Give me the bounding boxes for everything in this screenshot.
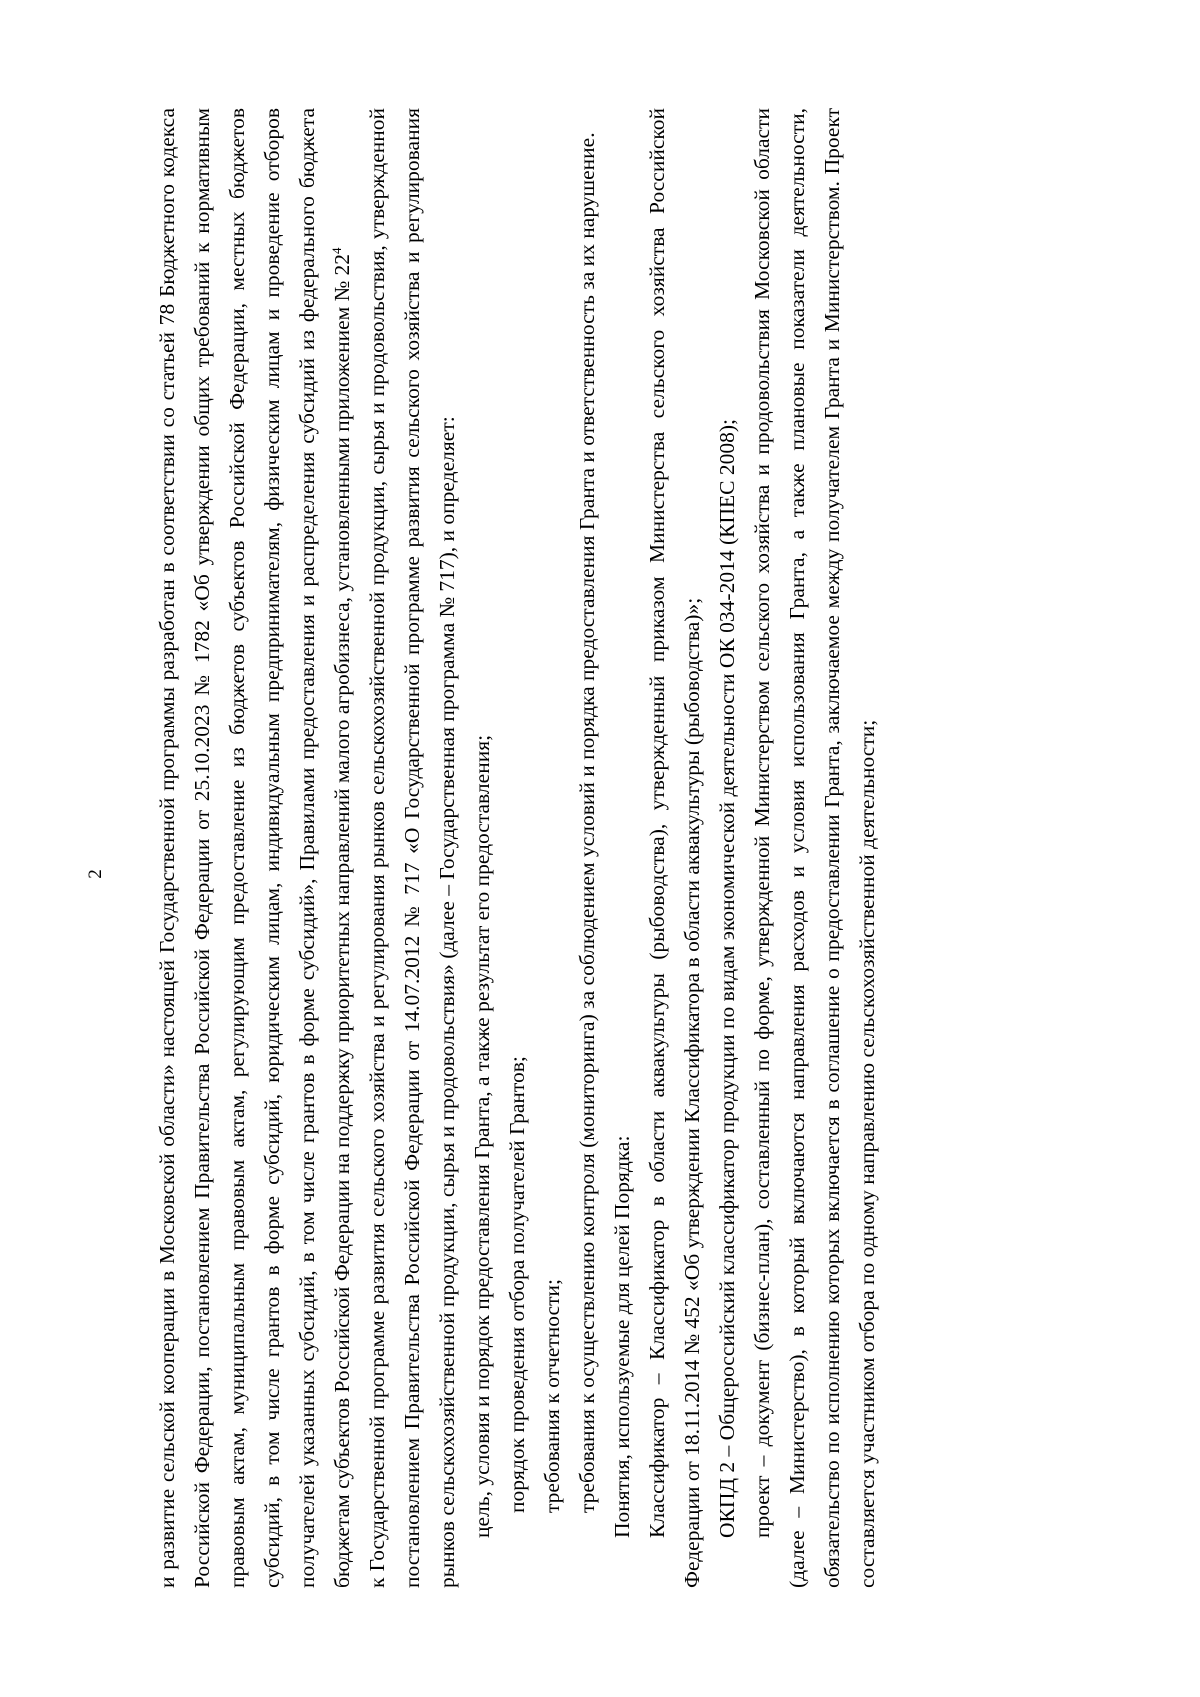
body-text bbox=[150, 108, 1050, 1588]
paragraph-definitions-intro: Понятия, используемые для целей Порядка: bbox=[610, 1135, 634, 1538]
paragraph-project: проект – документ (бизнес-план), составленный по форме, утвержденной Министерством сельского хозяйства и продовольствия Московской области (далее – Министерство), в который включаются направления расходов и условия использования Гранта, а также плановые показатели деятельности, обязательство по исполнению которых включается в соглашение о предоставлении Гранта, заключаемое между получателем Гранта и Министерством. Проект составляется участником отбора по одному направлению сельскохозяйственной деятельности; bbox=[750, 108, 879, 1588]
paragraph-selection-procedure: порядок проведения отбора получателей Грантов; bbox=[505, 1056, 529, 1513]
paragraph-okpd2: ОКПД 2 – Общероссийский классификатор продукции по видам экономической деятельности ОК 034-2014 (КПЕС 2008); bbox=[715, 419, 739, 1538]
paragraph-legal-basis-continued: к Государственной программе развития сельского хозяйства и регулирования рынков сельскохозяйственной продукции, сырья и продовольствия, утвержденной постановлением Правительства Российской Федерации от 14.07.2012 № 717 «О Государственной программе развития сельского хозяйства и регулирования рынков сельскохозяйственной продукции, сырья и продовольствия» (далее – Государственная программа № 717), и определяет: bbox=[365, 108, 459, 1588]
paragraph-legal-basis: и развитие сельской кооперации в Московской области» настоящей Государственной программы разработан в соответствии со статьей 78 Бюджетного кодекса Российской Федерации, постановлением Правительства Российской Федерации от 25.10.2023 № 1782 «Об утверждении общих требований к нормативным правовым актам, муниципальным правовым актам, регулирующим предоставление из бюджетов субъектов Российской Федерации, местных бюджетов субсидий, в том числе грантов в форме субсидий, юридическим лицам, индивидуальным предпринимателям, физическим лицам и проведение отборов получателей указанных субсидий, в том числе грантов в форме субсидий», Правилами предоставления и распределения субсидий из федерального бюджета бюджетам субъектов Российской Федерации на поддержку приоритетных направлений малого агробизнеса, установленными приложением № $22^4$ bbox=[155, 108, 354, 1588]
paragraph-classifier: Классификатор – Классификатор в области аквакультуры (рыбоводства), утвержденный приказом Министерства сельского хозяйства Российской Федерации от 18.11.2014 № 452 «Об утверждении Классификатора в области аквакультуры (рыбоводства)»; bbox=[645, 108, 704, 1588]
footnote-superscript: 4 bbox=[329, 247, 344, 254]
paragraph-reporting: требования к отчетности; bbox=[540, 1279, 564, 1513]
paragraph-goal-conditions: цель, условия и порядок предоставления Гранта, а также результат его предоставления; bbox=[470, 734, 494, 1538]
page-number: 2 bbox=[85, 869, 106, 879]
paragraph-control: требования к осуществлению контроля (мониторинга) за соблюдением условий и порядка предоставления Гранта и ответственность за их нарушение. bbox=[575, 132, 599, 1513]
